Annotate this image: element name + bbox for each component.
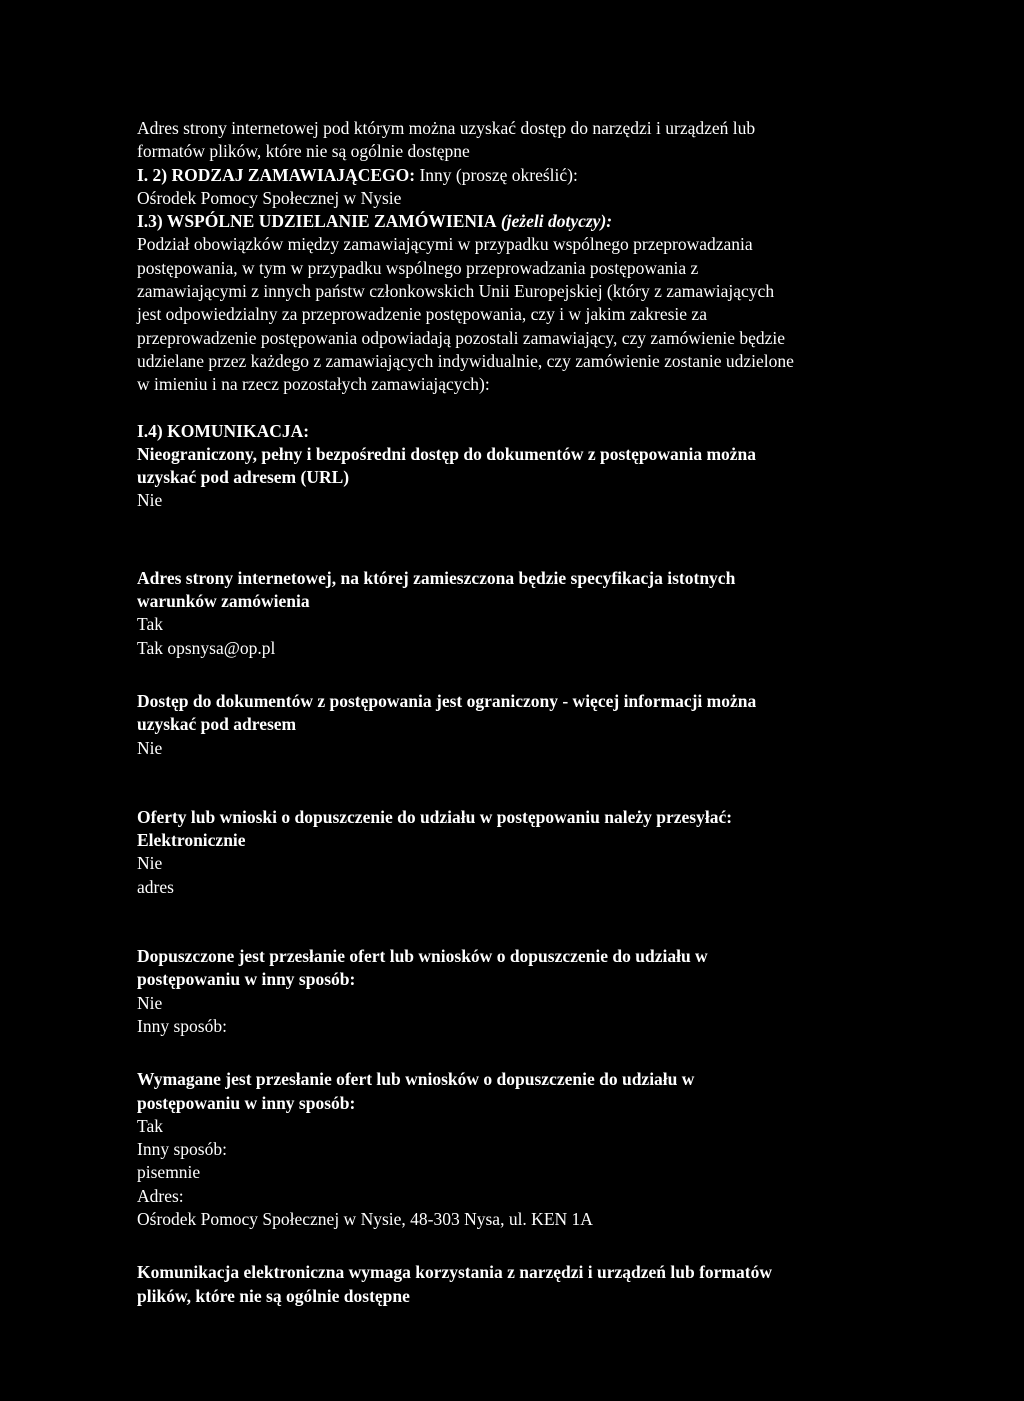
section-1-3-title: I.3) WSPÓLNE UDZIELANIE ZAMÓWIENIA — [137, 211, 497, 232]
required-other-address: Ośrodek Pomocy Społecznej w Nysie, 48-303 Nysa, ul. KEN 1A — [137, 1208, 593, 1229]
section-1-3-text-line-4: jest odpowiedzialny za przeprowadzenie postępowania, czy i w jakim zakresie za — [137, 304, 707, 325]
section-1-2-value: Inny (proszę określić): — [419, 164, 578, 185]
section-1-3-text-line-1: Podział obowiązków między zamawiającymi w przypadku wspólnego przeprowadzania — [137, 234, 753, 255]
allowed-other-answer-1: Nie — [137, 992, 163, 1013]
section-1-3-text-line-7: w imieniu i na rzecz pozostałych zamawiających): — [137, 374, 490, 395]
limited-access-answer: Nie — [137, 737, 163, 758]
offers-question-line-2: Elektronicznie — [137, 830, 246, 851]
access-question-line-2: uzyskać pod adresem (URL) — [137, 467, 350, 488]
offers-question-line-1: Oferty lub wnioski o dopuszczenie do udziału w postępowaniu należy przesyłać: — [137, 806, 733, 827]
spacer — [137, 660, 897, 690]
section-1-3-text-line-6: udzielane przez każdego z zamawiających indywidualnie, czy zamówienie zostanie udzielone — [137, 350, 794, 371]
allowed-other-answer-2: Inny sposób: — [137, 1015, 227, 1036]
spacer — [137, 760, 897, 806]
adres-intro-line-1: Adres strony internetowej pod którym można uzyskać dostęp do narzędzi i urządzeń lub — [137, 118, 756, 138]
required-other-answer-4: Adres: — [137, 1185, 184, 1206]
section-1-3-note: (jeżeli dotyczy): — [500, 211, 613, 232]
access-question-line-1: Nieograniczony, pełny i bezpośredni dostęp do dokumentów z postępowania można — [137, 443, 757, 464]
section-1-3-text-line-3: zamawiającymi z innych państw członkowskich Unii Europejskiej (który z zamawiających — [137, 281, 775, 302]
section-1-4-title: I.4) KOMUNIKACJA: — [137, 420, 310, 441]
electronic-communication-line-2: plików, które nie są ogólnie dostępne — [137, 1285, 410, 1306]
allowed-other-question-line-2: postępowaniu w inny sposób: — [137, 969, 356, 990]
section-1-2-name: Ośrodek Pomocy Społecznej w Nysie — [137, 187, 402, 208]
limited-access-question-line-2: uzyskać pod adresem — [137, 714, 297, 735]
required-other-question-line-2: postępowaniu w inny sposób: — [137, 1092, 356, 1113]
section-1-2-heading — [137, 164, 897, 187]
section-1-3-heading — [137, 210, 897, 233]
spacer — [137, 397, 897, 420]
allowed-other-question-line-1: Dopuszczone jest przesłanie ofert lub wniosków o dopuszczenie do udziału w — [137, 946, 708, 967]
adres-intro-line-2: formatów plików, które nie są ogólnie dostępne — [137, 141, 470, 162]
section-1-3-text-line-2: postępowania, w tym w przypadku wspólnego przeprowadzania postępowania z — [137, 257, 699, 278]
siwz-question-line-2: warunków zamówienia — [137, 591, 310, 612]
electronic-communication-line-1: Komunikacja elektroniczna wymaga korzystania z narzędzi i urządzeń lub formatów — [137, 1262, 772, 1283]
required-other-answer-1: Tak — [137, 1115, 163, 1136]
section-1-2-title: I. 2) RODZAJ ZAMAWIAJĄCEGO: — [137, 164, 416, 185]
siwz-question-line-1: Adres strony internetowej, na której zamieszczona będzie specyfikacja istotnych — [137, 567, 736, 588]
spacer — [137, 1231, 897, 1261]
required-other-question-line-1: Wymagane jest przesłanie ofert lub wniosków o dopuszczenie do udziału w — [137, 1069, 695, 1090]
spacer — [137, 513, 897, 567]
offers-answer-2: adres — [137, 876, 174, 897]
required-other-answer-3: pisemnie — [137, 1162, 201, 1183]
access-answer: Nie — [137, 490, 163, 511]
document-page — [137, 117, 897, 1308]
spacer — [137, 1038, 897, 1068]
siwz-answer-2: Tak opsnysa@op.pl — [137, 637, 276, 658]
required-other-answer-2: Inny sposób: — [137, 1139, 227, 1160]
offers-answer-1: Nie — [137, 853, 163, 874]
siwz-answer-1: Tak — [137, 614, 163, 635]
limited-access-question-line-1: Dostęp do dokumentów z postępowania jest ograniczony - więcej informacji można — [137, 690, 757, 711]
spacer — [137, 899, 897, 945]
section-1-3-text-line-5: przeprowadzenie postępowania odpowiadają pozostali zamawiający, czy zamówienie będzie — [137, 327, 786, 348]
